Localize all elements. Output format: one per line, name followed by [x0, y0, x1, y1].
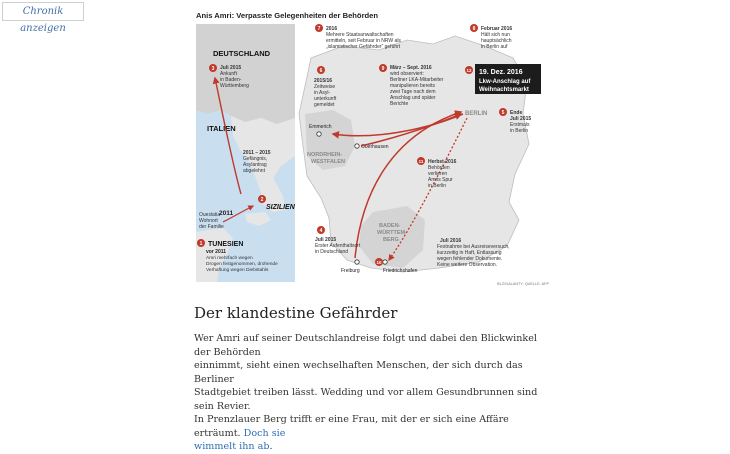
- svg-text:Amris Spur: Amris Spur: [428, 177, 453, 183]
- source-credit: BLZ/GALANTY; QUELLE: AFP: [497, 282, 549, 286]
- city-emmerich: Emmerich: [309, 124, 332, 130]
- article-line-2: einnimmt, sieht einen wechselhaften Menschen, der sich durch das Berliner: [194, 360, 523, 385]
- svg-text:Juli 2016: Juli 2016: [440, 238, 462, 244]
- svg-text:vor 2011: vor 2011: [206, 249, 227, 255]
- svg-text:Mehrere Staatsanwaltschaften: Mehrere Staatsanwaltschaften: [326, 32, 394, 38]
- svg-text:Weihnachtsmarkt: Weihnachtsmarkt: [479, 87, 529, 93]
- svg-text:in Asyl-: in Asyl-: [314, 90, 331, 96]
- berlin-label: BERLIN: [465, 111, 488, 117]
- svg-text:Festnahme bei Ausreiseversuch,: Festnahme bei Ausreiseversuch,: [437, 244, 510, 250]
- svg-text:Keine weitere Observation.: Keine weitere Observation.: [437, 262, 498, 268]
- svg-text:Ende: Ende: [510, 110, 523, 116]
- svg-text:Erstmals: Erstmals: [510, 122, 530, 128]
- country-tunesien: TUNESIEN: [208, 241, 244, 248]
- city-friedrichshafen: Friedrichshafen: [383, 268, 418, 274]
- svg-text:Zeitweise: Zeitweise: [314, 84, 336, 90]
- svg-text:Lkw-Anschlag auf: Lkw-Anschlag auf: [479, 79, 531, 85]
- svg-text:2011 – 2015: 2011 – 2015: [243, 150, 271, 156]
- svg-text:8: 8: [472, 26, 476, 32]
- svg-text:in Baden-: in Baden-: [220, 77, 242, 83]
- svg-text:Oueslatia: Oueslatia: [199, 212, 221, 218]
- svg-text:BADEN-: BADEN-: [379, 223, 401, 229]
- svg-text:wegen fehlender Dokumente.: wegen fehlender Dokumente.: [437, 256, 503, 262]
- svg-text:zwei Tage nach dem: zwei Tage nach dem: [390, 89, 436, 95]
- city-oberhausen: Oberhausen: [361, 144, 389, 150]
- svg-text:Februar 2016: Februar 2016: [481, 26, 513, 32]
- svg-text:2015/16: 2015/16: [314, 78, 333, 84]
- country-italien: ITALIEN: [207, 124, 236, 133]
- svg-text:der Familie: der Familie: [199, 224, 224, 230]
- svg-text:NORDRHEIN-: NORDRHEIN-: [307, 152, 343, 158]
- map-title: Anis Amri: Verpasste Gelegenheiten der Behörden: [196, 11, 379, 20]
- svg-text:Berliner LKA-Mitarbeiter: Berliner LKA-Mitarbeiter: [390, 77, 444, 83]
- svg-text:Juli 2015: Juli 2015: [510, 116, 532, 122]
- svg-text:Asylantrag: Asylantrag: [243, 162, 267, 168]
- svg-text:hauptsächlich: hauptsächlich: [481, 38, 512, 44]
- city-freiburg: Freiburg: [341, 268, 360, 274]
- svg-text:manipulieren bereits: manipulieren bereits: [390, 83, 436, 89]
- svg-text:BERG: BERG: [383, 237, 399, 243]
- city-dot-friedrichshafen: [383, 260, 387, 264]
- svg-text:Juli 2015: Juli 2015: [315, 237, 337, 243]
- svg-text:Hält sich nun: Hält sich nun: [481, 32, 510, 38]
- svg-text:unterkunft: unterkunft: [314, 96, 337, 102]
- svg-text:2016: 2016: [326, 26, 338, 32]
- country-deutschland: DEUTSCHLAND: [213, 49, 271, 58]
- city-dot-oberhausen: [355, 144, 359, 148]
- city-dot-freiburg: [355, 260, 359, 264]
- svg-text:abgelehnt: abgelehnt: [243, 168, 265, 174]
- svg-text:6: 6: [319, 68, 323, 74]
- svg-text:verlieren: verlieren: [428, 171, 448, 177]
- country-sizilien: SIZILIEN: [266, 204, 295, 211]
- svg-text:ermitteln, seit Februar in NRW: ermitteln, seit Februar in NRW als: [326, 38, 401, 44]
- svg-text:4: 4: [319, 228, 323, 234]
- svg-text:5: 5: [501, 110, 505, 116]
- svg-text:„islamistischer Gefährder“ gef: „islamistischer Gefährder“ geführt: [326, 44, 401, 50]
- svg-text:in Berlin: in Berlin: [428, 183, 447, 189]
- svg-text:3: 3: [211, 66, 215, 72]
- svg-text:Württemberg: Württemberg: [220, 83, 249, 89]
- svg-text:Anschlag und später: Anschlag und später: [390, 95, 436, 101]
- svg-text:Erster Aufenthaltsort: Erster Aufenthaltsort: [315, 243, 361, 249]
- svg-text:in Berlin: in Berlin: [510, 128, 529, 134]
- svg-text:Ankunft: Ankunft: [220, 71, 237, 77]
- article-line-4: In Prenzlauer Berg trifft er eine Frau, mit der er sich eine Affäre erträumt.: [194, 414, 509, 439]
- svg-text:11: 11: [418, 159, 424, 164]
- svg-text:9: 9: [381, 66, 385, 72]
- svg-text:Juli 2015: Juli 2015: [220, 65, 242, 71]
- svg-text:März – Sept. 2016: März – Sept. 2016: [390, 65, 432, 71]
- svg-text:Amri mehrfach wegen: Amri mehrfach wegen: [206, 256, 253, 261]
- article-link-wimmelt[interactable]: wimmelt ihn ab: [194, 441, 270, 452]
- svg-text:Gefängnis,: Gefängnis,: [243, 156, 268, 162]
- article-link-doch-sie[interactable]: Doch sie: [243, 427, 286, 439]
- svg-text:WESTFALEN: WESTFALEN: [311, 159, 345, 165]
- article-end: .: [269, 441, 273, 452]
- year-label: 2011: [219, 210, 234, 217]
- article-body: [194, 332, 554, 454]
- svg-text:gemeldet: gemeldet: [314, 102, 335, 108]
- svg-text:WÜRTTEM-: WÜRTTEM-: [377, 230, 407, 236]
- svg-text:19. Dez. 2016: 19. Dez. 2016: [479, 69, 523, 76]
- nrw-label: [307, 152, 345, 165]
- svg-text:in Berlin auf: in Berlin auf: [481, 44, 508, 50]
- svg-text:Verhaftung wegen Diebstahls: Verhaftung wegen Diebstahls: [206, 268, 269, 273]
- svg-text:Behörden: Behörden: [428, 165, 450, 171]
- infographic-map: [193, 6, 553, 288]
- article-title: Der klandestine Gefährder: [194, 304, 398, 322]
- svg-text:10: 10: [376, 260, 382, 265]
- svg-text:Berichte: Berichte: [390, 101, 409, 107]
- svg-text:7: 7: [317, 26, 321, 32]
- svg-text:wird observiert:: wird observiert:: [390, 71, 424, 77]
- article-line-3: Stadtgebiet treiben lässt. Wedding und vor allem Gesundbrunnen sind sein Revier.: [194, 387, 538, 412]
- svg-text:kurzzeitig in Haft, Entlassung: kurzzeitig in Haft, Entlassung: [437, 250, 502, 256]
- svg-text:Herbst 2016: Herbst 2016: [428, 159, 457, 165]
- svg-text:in Deutschland: in Deutschland: [315, 249, 349, 255]
- svg-text:1: 1: [199, 241, 203, 247]
- article-line-1: Wer Amri auf seiner Deutschlandreise folgt und dabei den Blickwinkel der Behörden: [194, 333, 537, 358]
- chronik-anzeigen-button[interactable]: Chronik anzeigen: [2, 2, 84, 21]
- svg-text:Drogen festgenommen, drohende: Drogen festgenommen, drohende: [206, 262, 278, 267]
- germany-inset-shape: [196, 24, 295, 124]
- svg-text:Wohnort: Wohnort: [199, 218, 218, 224]
- svg-text:12: 12: [466, 68, 472, 73]
- svg-text:2: 2: [260, 197, 264, 203]
- city-dot-emmerich: [317, 132, 321, 136]
